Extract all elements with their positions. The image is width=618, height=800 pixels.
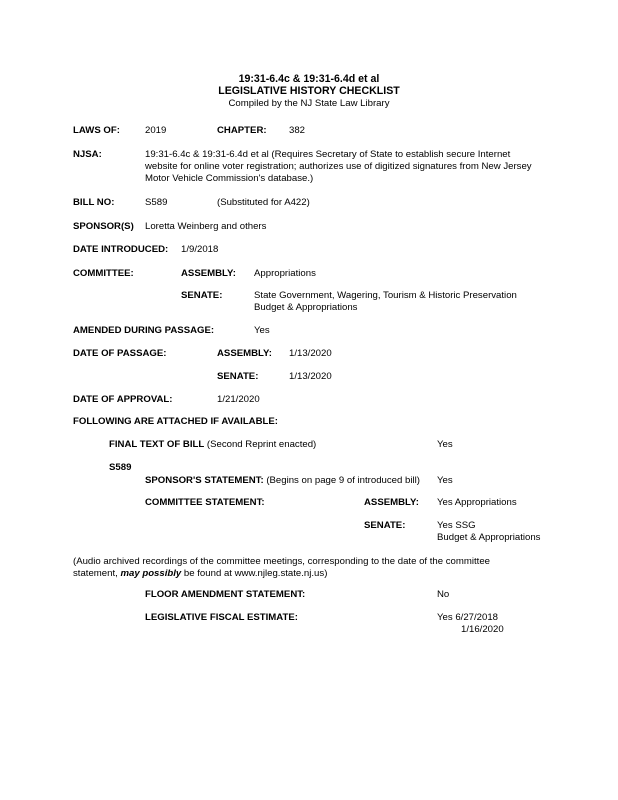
date-of-approval-value: 1/21/2020 bbox=[217, 394, 260, 405]
committee-assembly-label: ASSEMBLY: bbox=[181, 268, 236, 279]
cs-senate-value-1: Yes SSG bbox=[437, 520, 476, 531]
attached-heading: FOLLOWING ARE ATTACHED IF AVAILABLE: bbox=[73, 416, 278, 427]
passage-assembly-value: 1/13/2020 bbox=[289, 348, 332, 359]
bill-no-label: BILL NO: bbox=[73, 197, 115, 208]
audio-note-pre: statement, bbox=[73, 568, 121, 579]
audio-note-emphasis: may possibly bbox=[120, 568, 182, 579]
chapter-value: 382 bbox=[289, 125, 306, 136]
floor-amendment-value: No bbox=[437, 589, 450, 600]
committee-senate-label: SENATE: bbox=[181, 290, 223, 301]
final-text-value: Yes bbox=[437, 439, 453, 450]
date-of-approval-label: DATE OF APPROVAL: bbox=[73, 394, 173, 405]
committee-senate-value-2: Budget & Appropriations bbox=[254, 302, 358, 313]
audio-note-line-2 bbox=[73, 568, 327, 580]
document-title: 19:31-6.4c & 19:31-6.4d et al bbox=[238, 73, 380, 85]
document-subtitle: LEGISLATIVE HISTORY CHECKLIST bbox=[218, 85, 400, 97]
amended-value: Yes bbox=[254, 325, 270, 336]
passage-senate-value: 1/13/2020 bbox=[289, 371, 332, 382]
cs-assembly-value: Yes Appropriations bbox=[437, 497, 517, 508]
committee-senate-value-1: State Government, Wagering, Tourism & Historic Preservation bbox=[254, 290, 517, 301]
njsa-line-2: website for online voter registration; authorizes use of digitized signatures from New Jersey bbox=[145, 161, 532, 172]
fiscal-estimate-value-1: Yes 6/27/2018 bbox=[437, 612, 498, 623]
njsa-line-3: Motor Vehicle Commission's database.) bbox=[145, 173, 314, 184]
cs-assembly-label: ASSEMBLY: bbox=[364, 497, 419, 508]
date-of-passage-label: DATE OF PASSAGE: bbox=[73, 348, 167, 359]
committee-assembly-value: Appropriations bbox=[254, 268, 316, 279]
compiled-by: Compiled by the NJ State Law Library bbox=[228, 98, 390, 109]
bill-substitution-note: (Substituted for A422) bbox=[217, 197, 310, 208]
laws-of-label: LAWS OF: bbox=[73, 125, 120, 136]
passage-senate-label: SENATE: bbox=[217, 371, 259, 382]
audio-note-line-1: (Audio archived recordings of the committee meetings, corresponding to the date of the committee bbox=[73, 556, 491, 567]
passage-assembly-label: ASSEMBLY: bbox=[217, 348, 272, 359]
chapter-label: CHAPTER: bbox=[217, 125, 267, 136]
sponsor-statement-value: Yes bbox=[437, 475, 453, 486]
bill-no-value: S589 bbox=[145, 197, 168, 208]
njsa-line-1: 19:31-6.4c & 19:31-6.4d et al (Requires Secretary of State to establish secure Internet bbox=[145, 149, 511, 160]
date-introduced-label: DATE INTRODUCED: bbox=[73, 244, 169, 255]
date-introduced-value: 1/9/2018 bbox=[181, 244, 219, 255]
laws-of-value: 2019 bbox=[145, 125, 167, 136]
cs-senate-label: SENATE: bbox=[364, 520, 406, 531]
sponsors-value: Loretta Weinberg and others bbox=[145, 221, 267, 232]
final-text-row bbox=[109, 439, 316, 451]
sponsor-statement-note: (Begins on page 9 of introduced bill) bbox=[266, 475, 420, 486]
committee-label: COMMITTEE: bbox=[73, 268, 134, 279]
floor-amendment-label: FLOOR AMENDMENT STATEMENT: bbox=[145, 589, 306, 600]
sponsor-statement-label: SPONSOR'S STATEMENT: bbox=[145, 475, 264, 486]
fiscal-estimate-value-2: 1/16/2020 bbox=[461, 624, 504, 635]
final-text-label: FINAL TEXT OF BILL bbox=[109, 439, 205, 450]
final-text-note: (Second Reprint enacted) bbox=[206, 439, 317, 450]
amended-label: AMENDED DURING PASSAGE: bbox=[73, 325, 215, 336]
bill-reference: S589 bbox=[109, 462, 132, 473]
sponsor-statement-row bbox=[145, 475, 420, 487]
cs-senate-value-2: Budget & Appropriations bbox=[437, 532, 541, 543]
sponsors-label: SPONSOR(S) bbox=[73, 221, 134, 232]
njsa-label: NJSA: bbox=[73, 149, 102, 160]
fiscal-estimate-label: LEGISLATIVE FISCAL ESTIMATE: bbox=[145, 612, 298, 623]
committee-statement-label: COMMITTEE STATEMENT: bbox=[145, 497, 265, 508]
audio-note-post: be found at www.njleg.state.nj.us) bbox=[181, 568, 328, 579]
